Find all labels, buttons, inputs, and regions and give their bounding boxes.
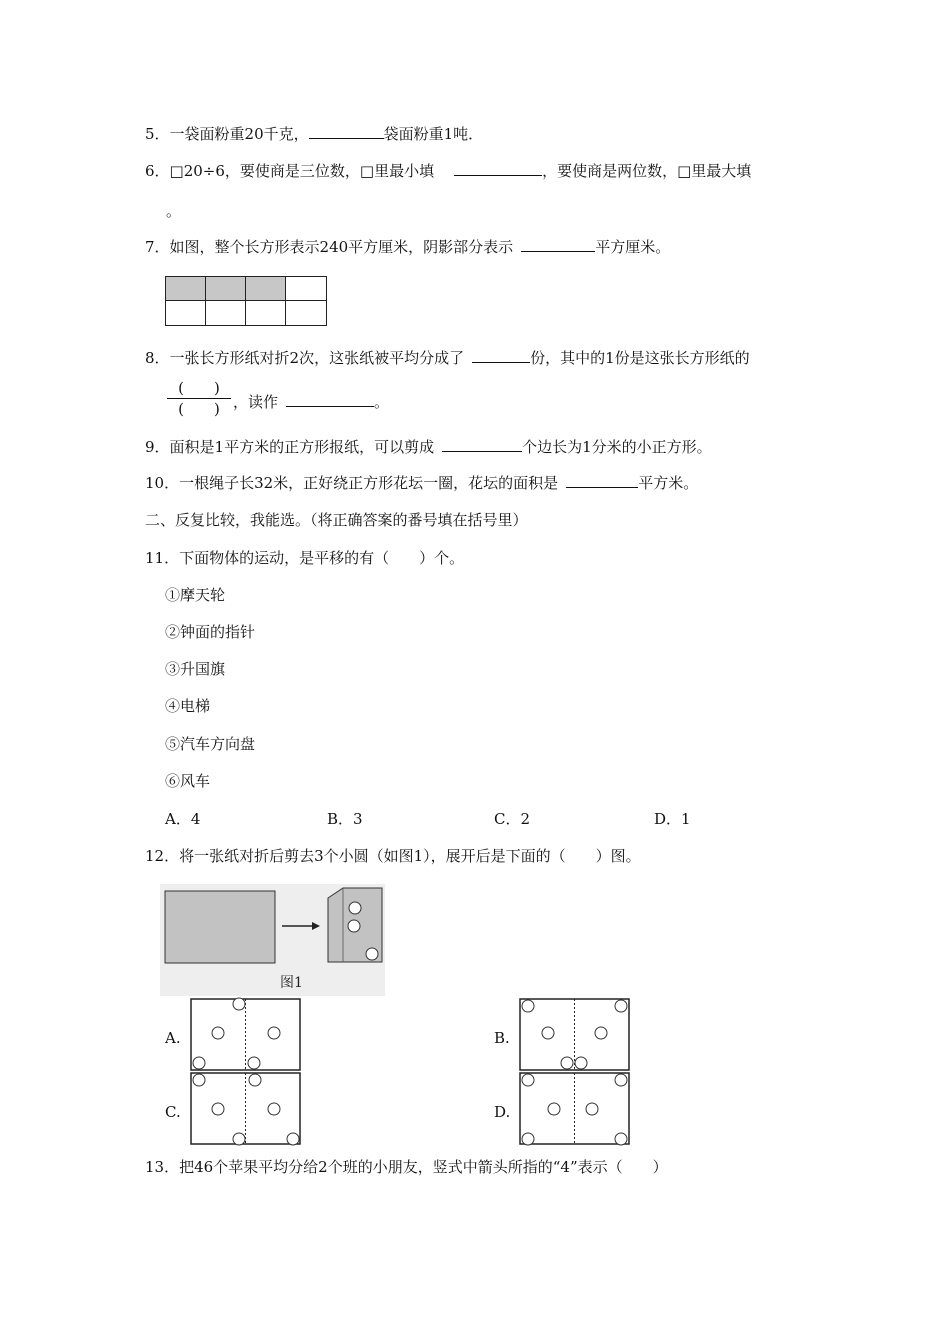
q6-text-mid: ，要使商是两位数，□里最大填 [542,162,752,180]
question-5 [145,124,483,144]
q12-choice-d-label[interactable]: D. [494,1103,511,1121]
q10-text-end: 平方米。 [638,474,699,492]
q12-choice-b-figure[interactable] [517,996,633,1074]
rectangle-grid-figure [165,276,327,326]
q9-number: 9． [145,438,170,456]
q5-answer-blank[interactable] [309,124,384,139]
q9-text: 面积是1平方米的正方形报纸，可以剪成 [169,438,435,456]
q8-number: 8． [145,349,170,367]
q13-text: 把46个苹果平均分给2个班的小朋友，竖式中箭头所指的“4”表示（ ） [179,1158,668,1176]
q11-option-d[interactable]: D．1 [654,810,691,828]
q12-choice-d-figure[interactable] [517,1070,633,1148]
fraction-denominator[interactable]: ( ) [178,400,220,418]
grid-cell-shaded [166,277,206,301]
q11-option-b[interactable]: B．3 [327,810,363,828]
q12-number: 12． [145,847,180,865]
q8-answer-blank-1[interactable] [472,348,530,363]
q11-item: ④电梯 [165,697,211,715]
q11-item: ⑥风车 [165,772,211,790]
q12-choice-b-label[interactable]: B. [494,1029,510,1047]
q9-text-end: 个边长为1分米的小正方形。 [522,438,712,456]
q12-text: 将一张纸对折后剪去3个小圆（如图1），展开后是下面的（ ）图。 [179,847,641,865]
q5-text: 一袋面粉重20千克， [169,125,309,143]
q7-answer-blank[interactable] [521,237,595,252]
section-heading: 二、反复比较，我能选。（将正确答案的番号填在括号里） [145,511,528,529]
q11-option-a[interactable]: A．4 [165,810,201,828]
q7-number: 7． [145,238,170,256]
q6-number: 6． [145,162,170,180]
grid-cell [286,301,326,325]
q8-text-mid: 份，其中的1份是这张长方形纸的 [530,349,750,367]
q12-choice-a-figure[interactable] [188,996,304,1074]
q8-fraction-blank[interactable] [165,378,233,419]
cut-circle [348,920,360,932]
question-11 [145,548,464,568]
grid-cell [246,301,286,325]
q8-read-text: ，读作 [233,393,279,411]
q12-choice-a-label[interactable]: A. [165,1029,181,1047]
q6-text: □20÷6，要使商是三位数，□里最小填 [169,162,435,180]
q10-answer-blank[interactable] [566,473,638,488]
q9-answer-blank[interactable] [442,437,522,452]
q8-read-line [233,392,389,412]
q6-text-end: 。 [166,202,182,220]
fraction-numerator[interactable]: ( ) [178,379,220,397]
figure-1 [160,884,385,996]
q10-number: 10． [145,474,180,492]
grid-cell [286,277,326,301]
q7-text-end: 平方厘米。 [595,238,671,256]
q8-answer-blank-2[interactable] [286,392,374,407]
question-8 [145,348,750,368]
grid-cell [166,301,206,325]
q5-number: 5． [145,125,170,143]
q11-item: ①摩天轮 [165,586,226,604]
question-7 [145,237,670,257]
q5-text-end: 袋面粉重1吨． [383,125,484,143]
q12-choice-c-label[interactable]: C. [165,1103,181,1121]
q11-item: ③升国旗 [165,660,226,678]
q7-text: 如图，整个长方形表示240平方厘米，阴影部分表示 [169,238,514,256]
question-12 [145,846,641,866]
q12-choice-c-figure[interactable] [188,1070,304,1148]
q11-item: ⑤汽车方向盘 [165,735,256,753]
figure-caption: 图1 [280,975,303,991]
q11-item: ②钟面的指针 [165,623,256,641]
q11-number: 11． [145,549,180,567]
q13-number: 13． [145,1158,180,1176]
question-6 [145,161,751,181]
grid-cell-shaded [246,277,286,301]
paper-sheet [165,891,275,963]
question-9 [145,437,712,457]
q10-text: 一根绳子长32米，正好绕正方形花坛一圈，花坛的面积是 [179,474,559,492]
q6-answer-blank-1[interactable] [454,161,542,176]
question-10 [145,473,698,493]
q11-option-c[interactable]: C．2 [494,810,531,828]
question-13 [145,1157,668,1177]
cut-circle [349,902,361,914]
cut-circle [366,948,378,960]
q8-text-end: 。 [374,393,390,411]
q8-text: 一张长方形纸对折2次，这张纸被平均分成了 [169,349,465,367]
q11-text: 下面物体的运动，是平移的有（ ）个。 [179,549,465,567]
grid-cell-shaded [206,277,246,301]
grid-cell [206,301,246,325]
